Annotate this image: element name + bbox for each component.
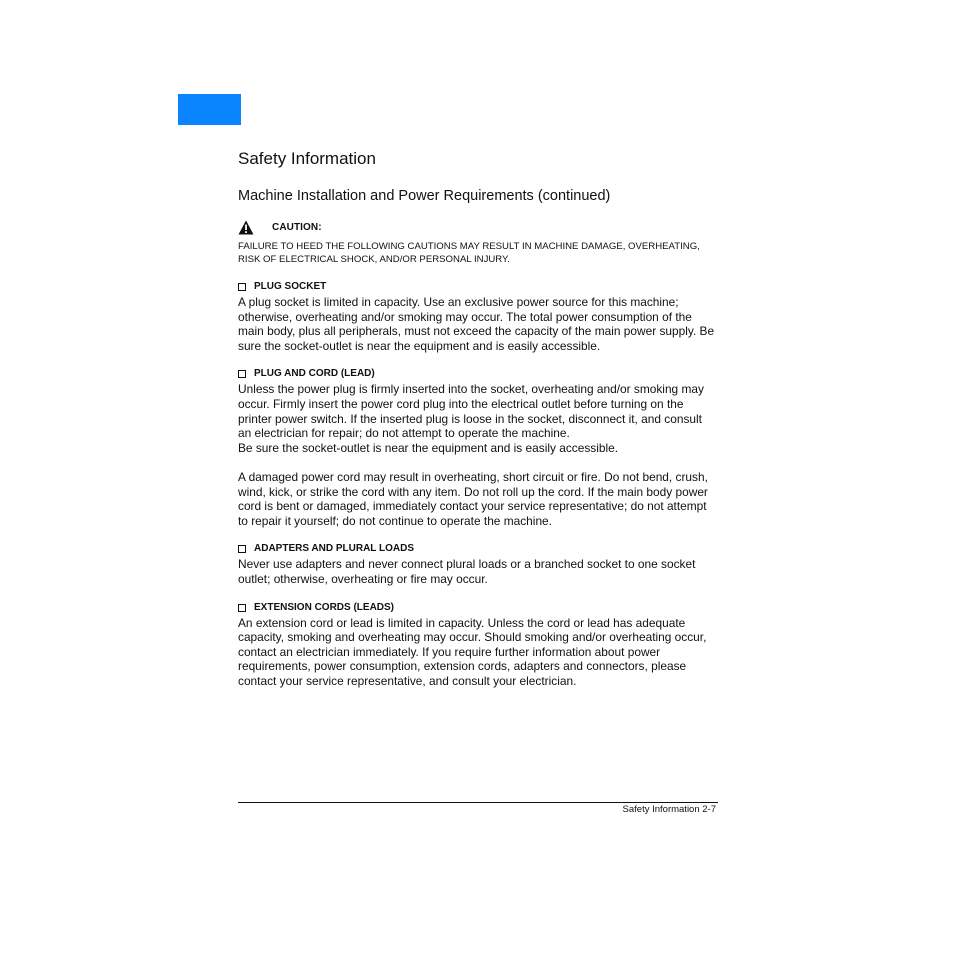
item-heading-text: PLUG AND CORD (LEAD) [254,368,375,380]
item-heading [238,542,718,556]
item-plug-socket [238,280,718,353]
caution-text: FAILURE TO HEED THE FOLLOWING CAUTIONS MAY RESULT IN MACHINE DAMAGE, OVERHEATING, RISK OF ELECTRICAL SHOCK, AND/OR PERSONAL INJURY. [238,241,700,265]
item-heading [238,367,718,381]
caution-label: CAUTION: [272,221,322,233]
item-paragraph: An extension cord or lead is limited in capacity. Unless the cord or lead has adequate capacity, smoking and overheating may occur. Should smoking and/or overheating occur, contact an electrician immediately. If you require further information about power requirements, power consumption, extension cords, adapters and connectors, please contact your service representative, and consult your electrician. [238,615,707,688]
item-paragraph: Never use adapters and never connect plural loads or a branched socket to one socket outlet; otherwise, overheating or fire may occur. [238,557,696,586]
item-heading-text: PLUG SOCKET [254,281,327,292]
footer-rule [238,802,718,803]
caution-header [238,218,718,236]
item-extension-cords [238,601,718,689]
warning-triangle-icon [238,220,254,235]
item-heading [238,601,718,615]
item-adapters [238,542,718,586]
checkbox-bullet-icon [238,545,246,553]
page-content [238,148,718,688]
item-paragraph: Unless the power plug is firmly inserted into the socket, overheating and/or smoking may occur. Firmly insert the power cord plug into the electrical outlet before turning on the printer power switch. If the inserted plug is loose in the socket, disconnect it, and consult an electrician for repair; do not attempt to operate the machine. [238,382,704,441]
page-title: Safety Information [238,149,376,168]
checkbox-bullet-icon [238,283,246,291]
checkbox-bullet-icon [238,370,246,378]
item-heading-text: EXTENSION CORDS (LEADS) [254,601,395,613]
item-paragraph: A plug socket is limited in capacity. Use an exclusive power source for this machine; otherwise, overheating and/or smoking may occur. The total power consumption of the main body, plus all peripherals, must not exceed the capacity of the main power supply. Be sure the socket-outlet is near the equipment and is easily accessible. [238,295,715,353]
section-title: Machine Installation and Power Requirements (continued) [238,188,611,204]
item-plug-and-cord [238,367,718,528]
item-paragraph: Be sure the socket-outlet is near the equipment and is easily accessible. [238,440,619,455]
checkbox-bullet-icon [238,604,246,612]
footer-page-label: Safety Information 2-7 [622,804,716,815]
item-paragraph: A damaged power cord may result in overheating, short circuit or fire. Do not bend, crush, wind, kick, or strike the cord with any item. Do not roll up the cord. If the main body power cord is bent or damaged, immediately contact your service representative; do not attempt to repair it yourself; do not continue to operate the machine. [238,469,708,528]
item-heading [238,280,718,294]
item-heading-text: ADAPTERS AND PLURAL LOADS [254,543,415,555]
chapter-tab-block [178,94,241,125]
